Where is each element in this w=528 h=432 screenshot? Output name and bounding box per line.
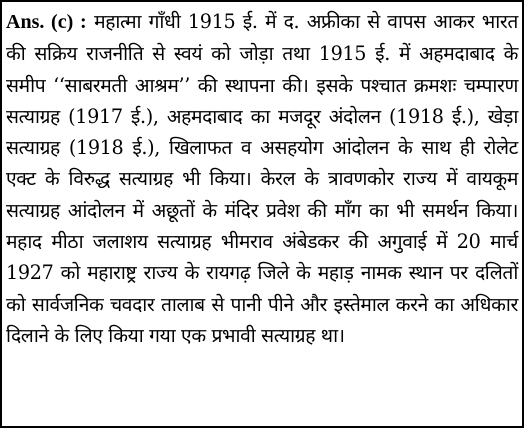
answer-paragraph [6, 6, 518, 351]
answer-body: महात्मा गाँधी 1915 ई. में द. अफ्रीका से वापस आकर भारत की सक्रिय राजनीति से स्वयं को जोड़ा तथा 1915 ई. में अहमदाबाद के समीप ‘‘साबरमती आश्रम’’ की स्थापना की। इसके पश्चात क्रमशः चम्पारण सत्याग्रह (1917 ई.), अहमदाबाद का मजदूर अंदोलन (1918 ई.), खेड़ा सत्याग्रह (1918 ई.), खिलाफत व असहयोग आंदोलन के साथ ही रोलेट एक्ट के विरुद्ध सत्याग्रह भी किया। केरल के त्रावणकोर राज्य में वायकूम सत्याग्रह आंदोलन में अछूतों के मंदिर प्रवेश की माँग का भी समर्थन किया। महाद मीठा जलाशय सत्याग्रह भीमराव अंबेडकर की अगुवाई में 20 मार्च 1927 को महाराष्ट्र राज्य के रायगढ़ जिले के महाड़ नामक स्थान पर दलितों को सार्वजनिक चवदार तालाब से पानी पीने और इस्तेमाल करने का अधिकार दिलाने के लिए किया गया एक प्रभावी सत्याग्रह था। [6, 10, 519, 347]
answer-label: Ans. (c) : [6, 11, 87, 33]
